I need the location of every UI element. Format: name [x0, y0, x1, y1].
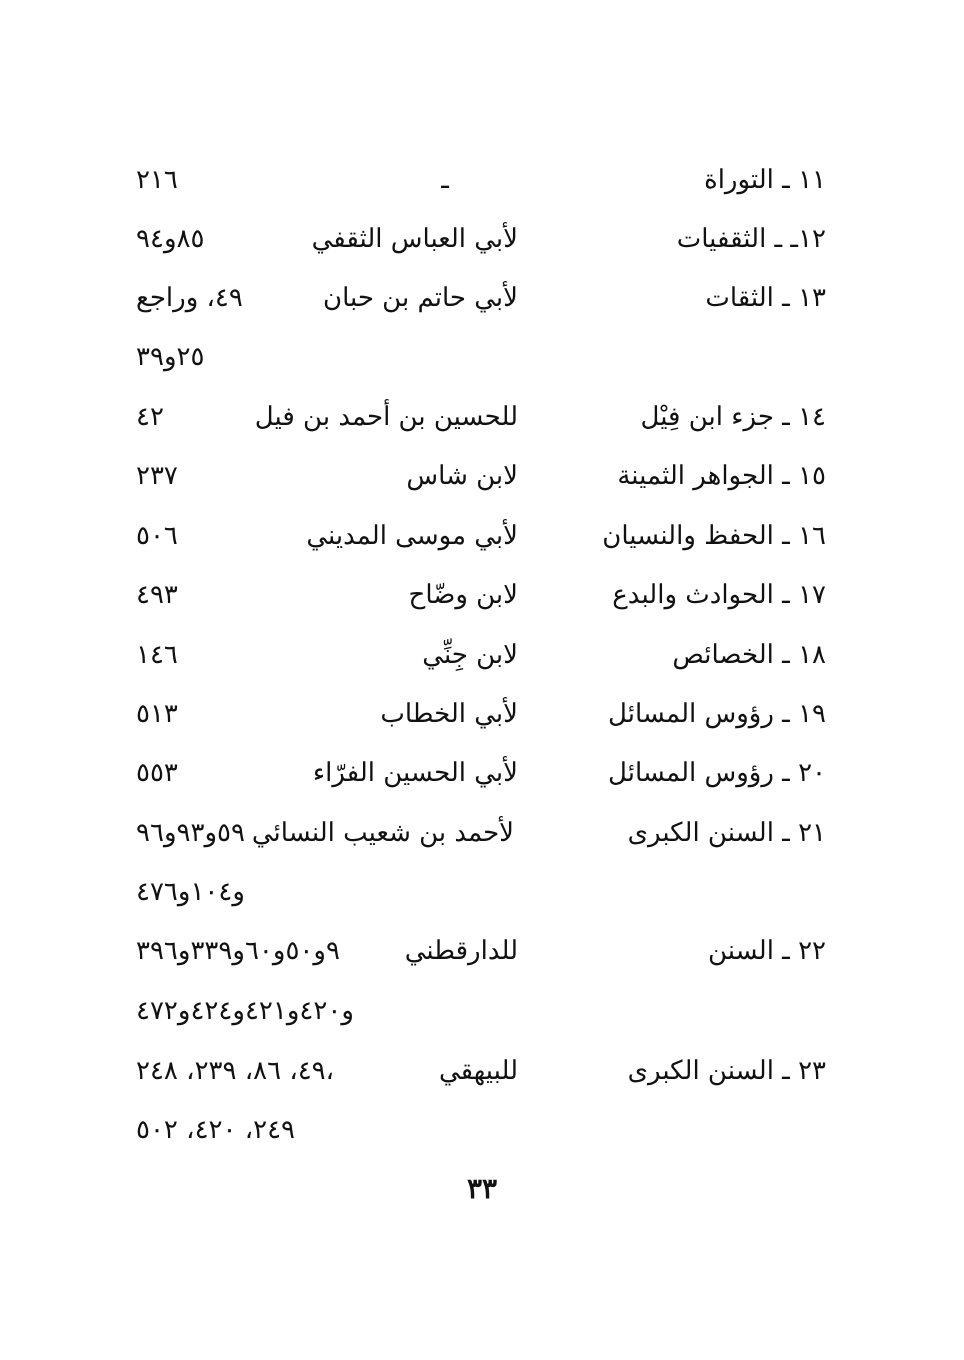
entry-pages: ١٤٦: [136, 640, 178, 670]
entry-pages: ٤٩٣: [136, 580, 178, 610]
index-entry: [0, 155, 964, 205]
index-entry: [0, 570, 964, 620]
entry-dash: ـ: [441, 165, 449, 195]
entry-title: ١١ ـ التوراة: [704, 165, 826, 195]
entry-title: ١٩ ـ رؤوس المسائل: [608, 699, 826, 729]
index-entry: [0, 214, 964, 264]
entry-author: للحسين بن أحمد بن فيل: [254, 402, 518, 432]
index-entry-continuation: [0, 332, 964, 382]
index-entry: [0, 511, 964, 561]
entry-pages: ٨٥و٩٤: [136, 224, 205, 254]
entry-pages: ٤٢: [136, 402, 164, 432]
entry-title: ١٦ ـ الحفظ والنسيان: [602, 521, 826, 551]
entry-pages: ٥٩و٩٣و٩٦: [136, 818, 245, 848]
entry-pages: ٩و٥٠و٦٠و٣٣٩و٣٩٦: [136, 936, 340, 966]
entry-title: ١٨ ـ الخصائص: [672, 640, 826, 670]
entry-author: لأبي حاتم بن حبان: [322, 283, 518, 313]
entry-title: ١٣ ـ الثقات: [705, 283, 826, 313]
entry-author: لأبي العباس الثقفي: [311, 224, 518, 254]
entry-pages: ٤٩، وراجع: [136, 283, 243, 313]
entry-pages: ٢١٦: [136, 165, 178, 195]
index-entry: [0, 808, 964, 858]
entry-author: لأبي موسى المديني: [306, 521, 518, 551]
entry-title: ١٤ ـ جزء ابن فِيْل: [640, 402, 826, 432]
entry-author: لابن وضّاح: [408, 580, 518, 610]
index-entry-continuation: [0, 867, 964, 917]
entry-pages: ٥٥٣: [136, 758, 178, 788]
entry-title: ٢٠ ـ رؤوس المسائل: [608, 758, 826, 788]
index-entry: [0, 748, 964, 798]
index-entry-continuation: [0, 1105, 964, 1155]
entry-pages-continuation: ٢٥و٣٩: [136, 342, 205, 372]
entry-title: ١٧ ـ الحوادث والبدع: [612, 580, 826, 610]
entry-pages-continuation: و٤٢٠و٤٢١و٤٢٤و٤٧٢: [136, 996, 354, 1026]
entry-author: لأبي الحسين الفرّاء: [312, 758, 518, 788]
entry-title: ٢٣ ـ السنن الكبرى: [627, 1056, 826, 1086]
entry-author: لأبي الخطاب: [380, 699, 518, 729]
index-entry-continuation: [0, 986, 964, 1036]
entry-pages: ٤٩، ٨٦، ٢٣٩، ٢٤٨،: [136, 1056, 335, 1086]
index-entry: [0, 273, 964, 323]
entry-pages: ٥٠٦: [136, 521, 178, 551]
entry-author: للدارقطني: [404, 936, 518, 966]
entry-title: ١٢ـ ـ الثقفيات: [676, 224, 826, 254]
entry-author: لابن شاس: [406, 461, 518, 491]
index-entry: [0, 1046, 964, 1096]
entry-pages: ٥١٣: [136, 699, 178, 729]
entry-title: ٢١ ـ السنن الكبرى: [627, 818, 826, 848]
entry-title: ٢٢ ـ السنن: [707, 936, 826, 966]
entry-author: لأحمد بن شعيب النسائي: [251, 818, 514, 848]
index-entry: [0, 392, 964, 442]
page-number: ٣٣: [466, 1172, 498, 1205]
index-entry: [0, 630, 964, 680]
entry-pages-continuation: و١٠٤و٤٧٦: [136, 877, 245, 907]
entry-author: لابن جِنِّي: [422, 640, 518, 670]
entry-pages: ٢٣٧: [136, 461, 178, 491]
index-entry: [0, 926, 964, 976]
entry-pages-continuation: ٢٤٩، ٤٢٠، ٥٠٢: [136, 1115, 296, 1145]
index-entry: [0, 451, 964, 501]
index-entry: [0, 689, 964, 739]
entry-author: للبيهقي: [438, 1056, 518, 1086]
entry-title: ١٥ ـ الجواهر الثمينة: [617, 461, 826, 491]
